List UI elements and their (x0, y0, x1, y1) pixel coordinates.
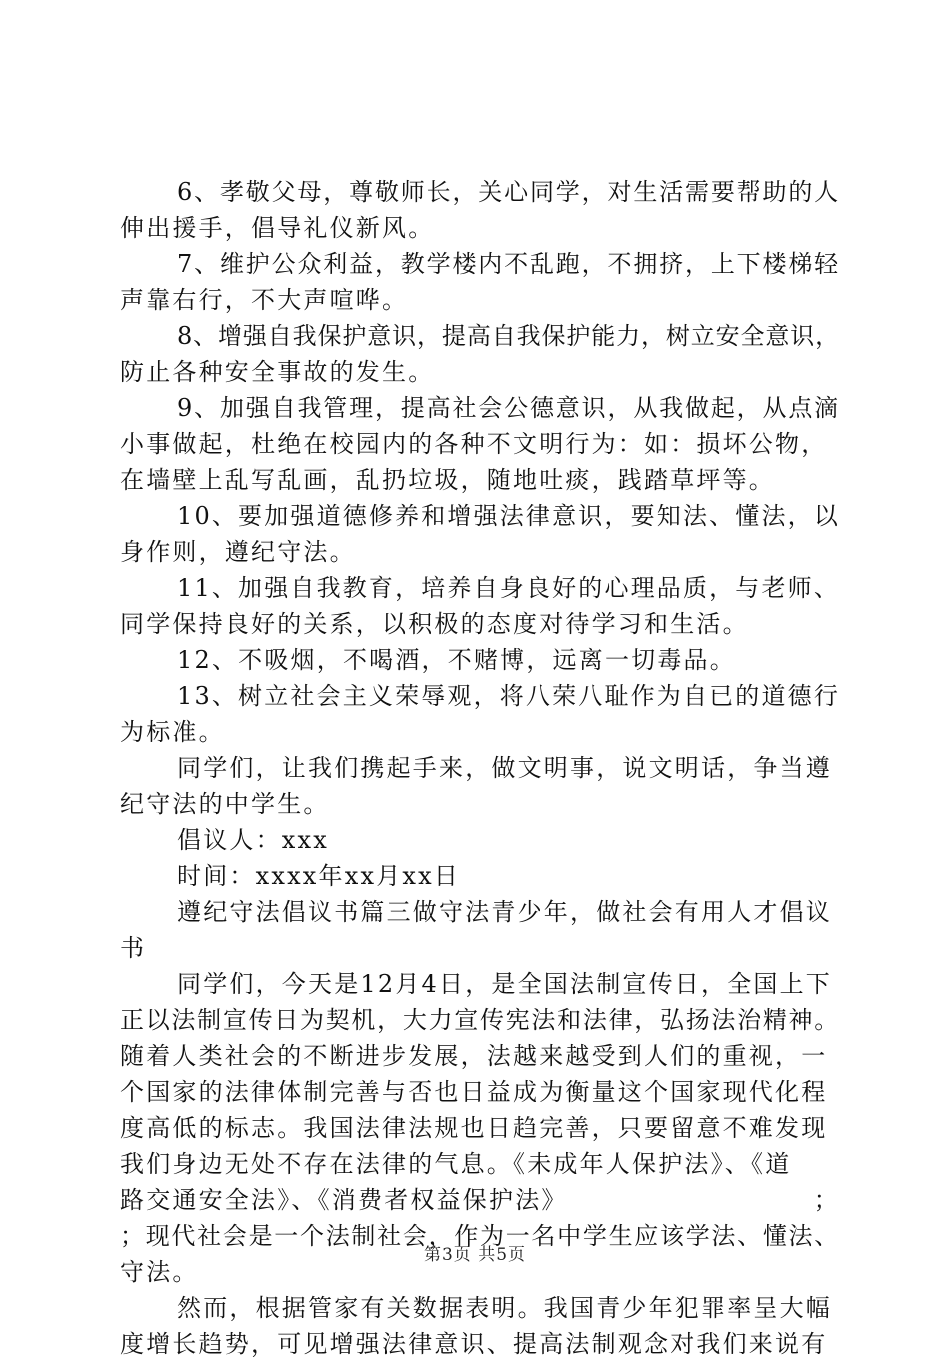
text-line (120, 1326, 840, 1362)
text-line-content: 然而，根据管家有关数据表明。我国青少年犯罪率呈大幅 (177, 1294, 832, 1322)
text-line (120, 930, 840, 966)
text-line (120, 462, 840, 498)
text-line (120, 1074, 840, 1110)
text-line-content: 纪守法的中学生。 (120, 790, 330, 818)
text-line (120, 894, 840, 930)
text-line-content: 7、维护公众利益，教学楼内不乱跑，不拥挤，上下楼梯轻 (177, 250, 840, 278)
text-line-content: 小事做起，杜绝在校园内的各种不文明行为：如：损坏公物， (120, 430, 828, 458)
text-line (120, 858, 840, 894)
text-line-content: 随着人类社会的不断进步发展，法越来越受到人们的重视，一 (120, 1042, 828, 1070)
text-line (120, 498, 840, 534)
text-line (120, 678, 840, 714)
text-line-content: 时间：xxxx年xx月xx日 (177, 862, 461, 890)
text-line (120, 714, 840, 750)
text-line (120, 1002, 840, 1038)
text-line (120, 318, 840, 354)
text-line (120, 426, 840, 462)
text-line (120, 786, 840, 822)
text-line-content: 度高低的标志。我国法律法规也日趋完善，只要留意不难发现 (120, 1114, 828, 1142)
text-line (120, 282, 840, 318)
text-line-content: 10、要加强道德修养和增强法律意识，要知法、懂法，以 (177, 502, 840, 530)
text-line (120, 1038, 840, 1074)
text-line-content: 声靠右行，不大声喧哗。 (120, 286, 409, 314)
text-line-tail: ； (813, 1186, 840, 1214)
text-line-content: 6、孝敬父母，尊敬师长，关心同学，对生活需要帮助的人 (177, 178, 840, 206)
text-line-content: 同学们，今天是12月4日，是全国法制宣传日，全国上下 (177, 970, 833, 998)
text-line-content: 路交通安全法》、《消费者权益保护法》 (120, 1186, 568, 1214)
document-body (120, 174, 840, 1362)
text-line-content: 同学保持良好的关系，以积极的态度对待学习和生活。 (120, 610, 749, 638)
page-footer: 第3页 共5页 (423, 1245, 527, 1265)
text-line-content: 我们身边无处不存在法律的气息。《未成年人保护法》、《道 (120, 1150, 792, 1178)
text-line (120, 1182, 840, 1218)
text-line (120, 354, 840, 390)
text-line-content: 9、加强自我管理，提高社会公德意识，从我做起，从点滴 (177, 394, 840, 422)
text-line-content: 防止各种安全事故的发生。 (120, 358, 435, 386)
text-line (120, 1146, 840, 1182)
text-line-content: 身作则，遵纪守法。 (120, 538, 356, 566)
text-line-content: 书 (120, 934, 147, 962)
text-line (120, 1110, 840, 1146)
text-line (120, 750, 840, 786)
text-line (120, 570, 840, 606)
text-line-content: 正以法制宣传日为契机，大力宣传宪法和法律，弘扬法治精神。 (120, 1006, 840, 1034)
text-line (120, 966, 840, 1002)
text-line (120, 174, 840, 210)
text-line (120, 822, 840, 858)
text-line-content: 个国家的法律体制完善与否也日益成为衡量这个国家现代化程 (120, 1078, 828, 1106)
text-line-content: 11、加强自我教育，培养自身良好的心理品质，与老师、 (177, 574, 840, 602)
text-line-content: 12、不吸烟，不喝酒，不赌博，远离一切毒品。 (177, 646, 736, 674)
text-line (120, 1290, 840, 1326)
text-line-content: 伸出援手，倡导礼仪新风。 (120, 214, 435, 242)
text-line-content: 同学们，让我们携起手来，做文明事，说文明话，争当遵 (177, 754, 832, 782)
text-line-content: 守法。 (120, 1258, 199, 1286)
text-line-content: 倡议人：xxx (177, 826, 330, 854)
text-line (120, 246, 840, 282)
text-line (120, 210, 840, 246)
text-line (120, 534, 840, 570)
text-line (120, 642, 840, 678)
text-line-content: 8、增强自我保护意识，提高自我保护能力，树立安全意识， (177, 322, 840, 350)
text-line-content: 遵纪守法倡议书篇三做守法青少年，做社会有用人才倡议 (177, 898, 832, 926)
text-line-content: ；现代社会是一个法制社会，作为一名中学生应该学法、懂法、 (120, 1222, 840, 1250)
text-line (120, 390, 840, 426)
text-line-content: 为标准。 (120, 718, 225, 746)
text-line (120, 606, 840, 642)
text-line-content: 13、树立社会主义荣辱观，将八荣八耻作为自已的道德行 (177, 682, 840, 710)
text-line-content: 在墙壁上乱写乱画，乱扔垃圾，随地吐痰，践踏草坪等。 (120, 466, 775, 494)
text-line-content: 度增长趋势，可见增强法律意识、提高法制观念对我们来说有 (120, 1330, 828, 1358)
